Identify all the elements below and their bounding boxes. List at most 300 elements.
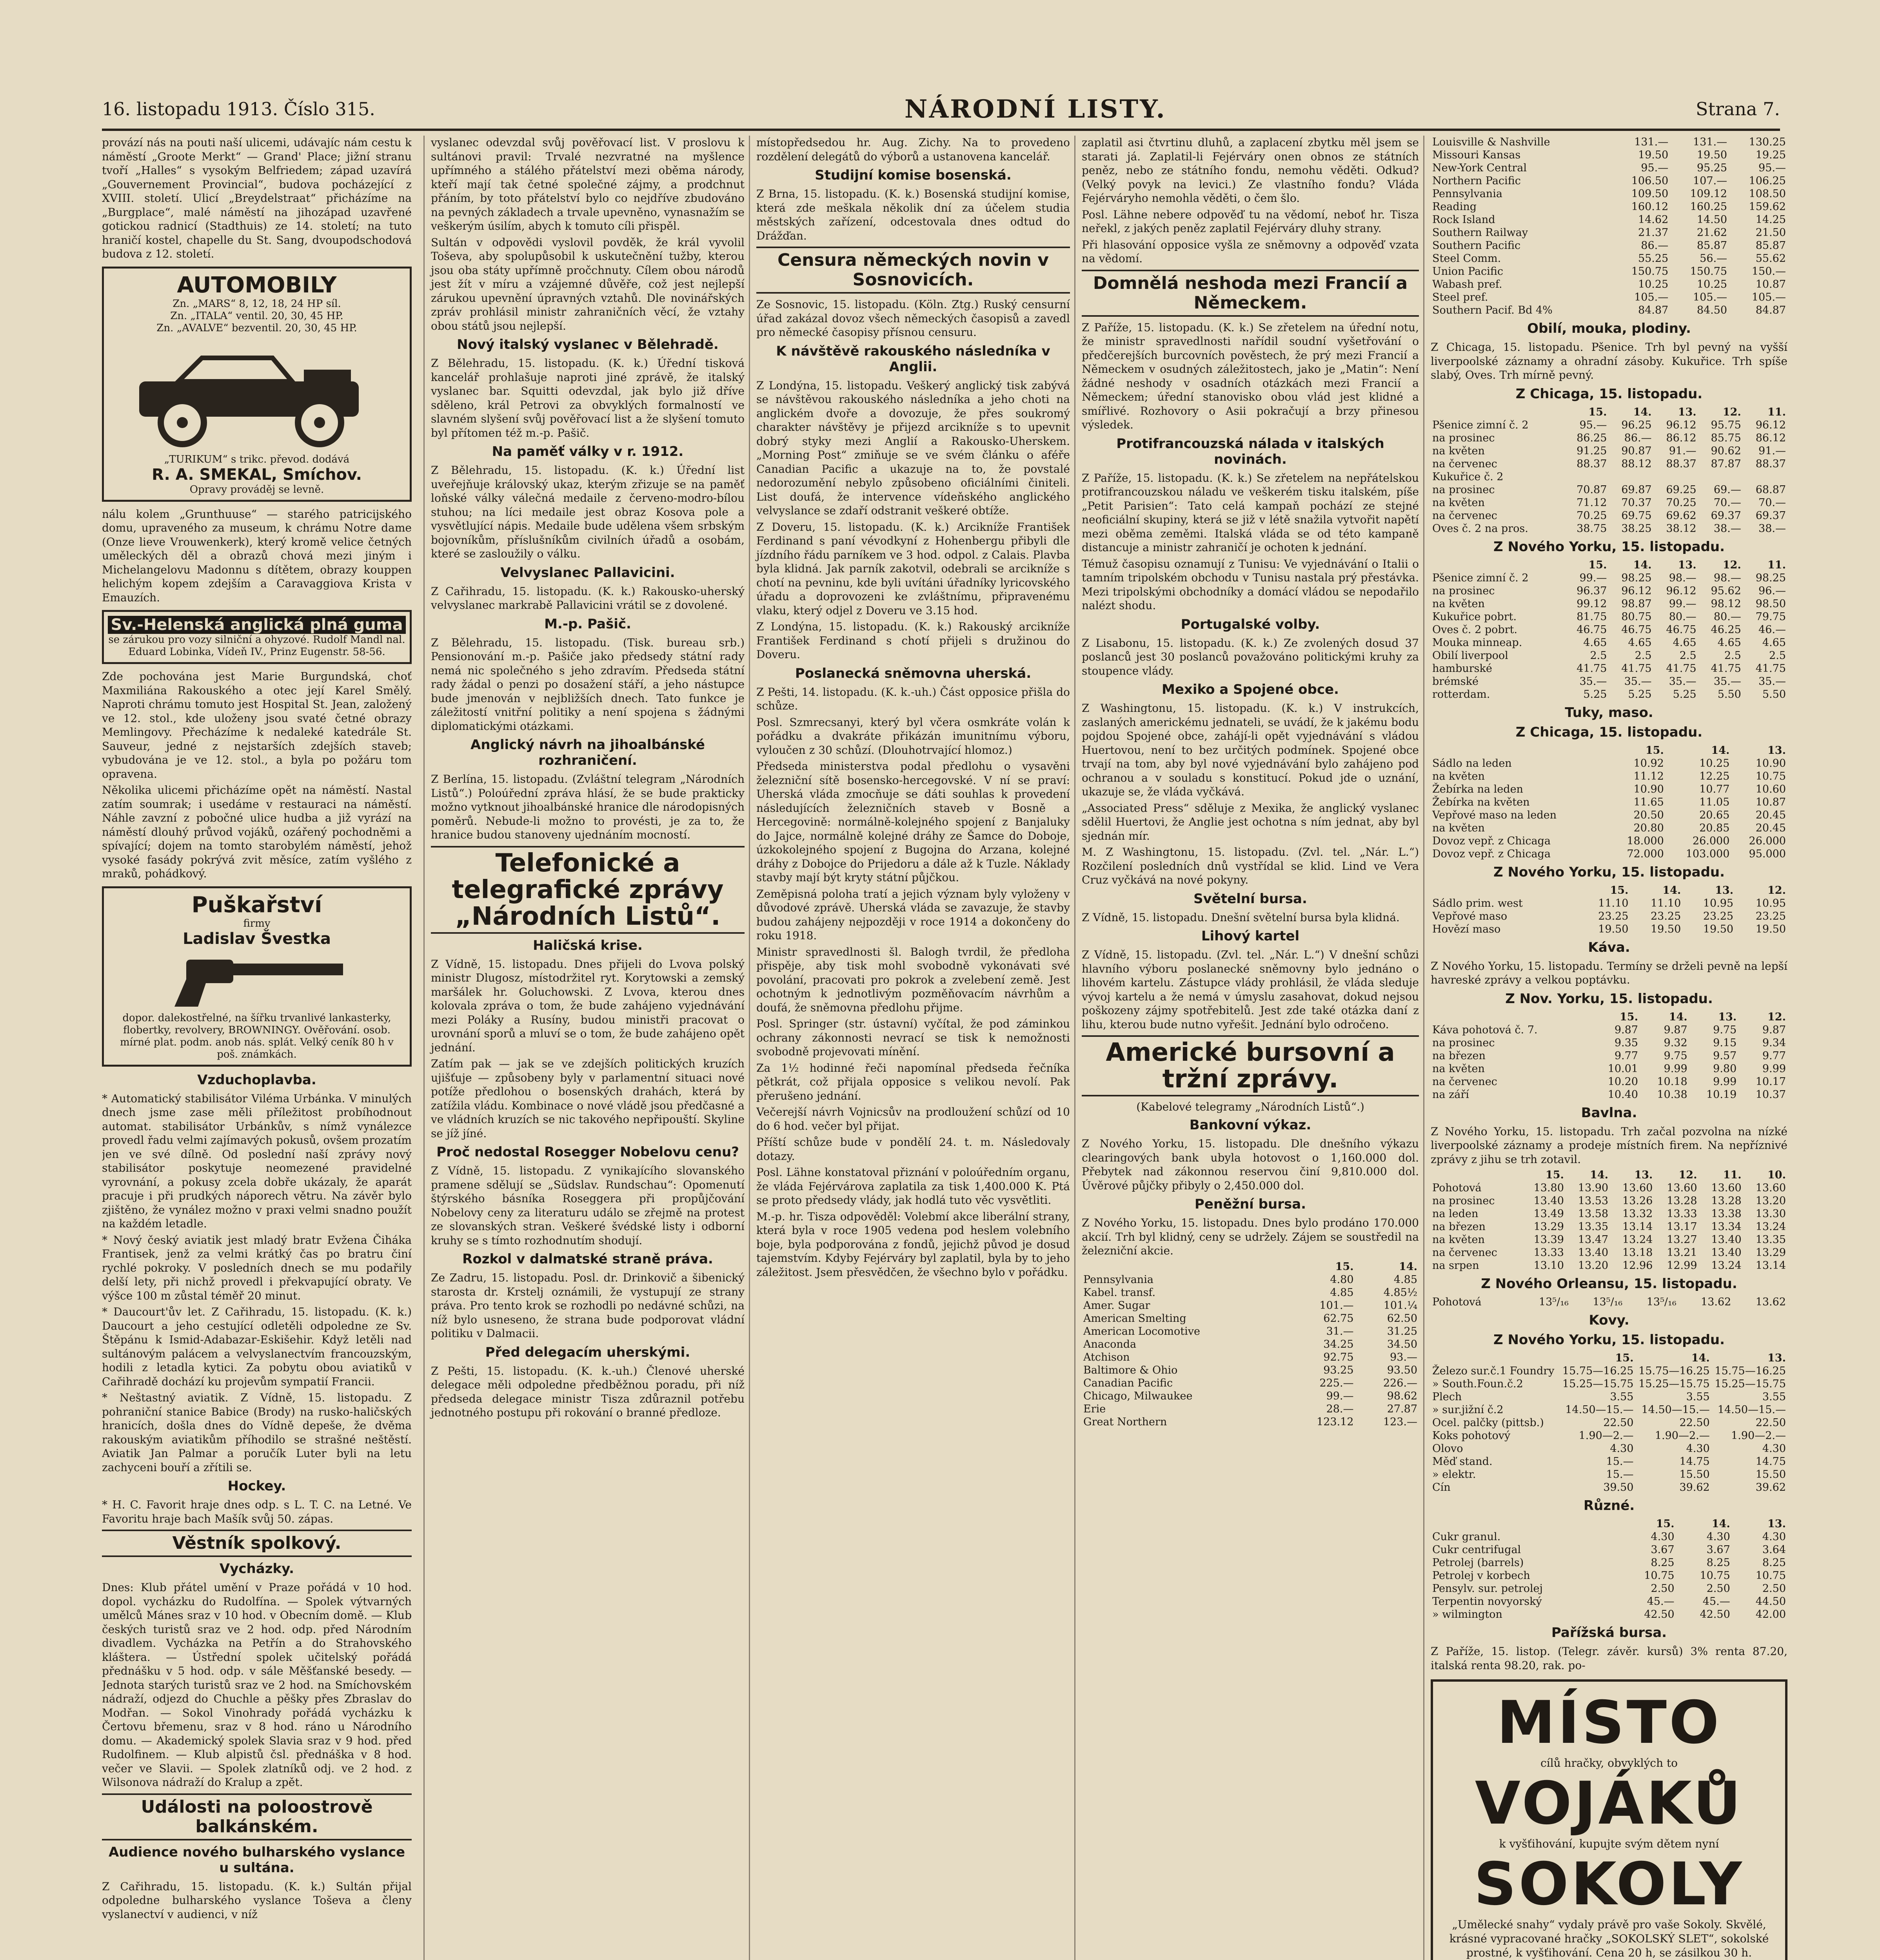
row-label: Chicago, Milwaukee	[1083, 1390, 1193, 1402]
table-row	[1431, 419, 1787, 432]
cell-value: 12.	[1722, 559, 1741, 571]
cell-value: 11.05	[1699, 796, 1730, 808]
cell-value: 13.	[1767, 744, 1786, 757]
cell-value: 15.	[1545, 1169, 1564, 1181]
cell-value: 2.5	[1724, 649, 1741, 662]
cell-value	[1743, 470, 1787, 483]
cell-value: 41.75	[1666, 662, 1697, 675]
cell-value: 9.99	[1713, 1075, 1737, 1088]
cell-value: 10.25	[1699, 757, 1730, 769]
row-label: Anaconda	[1083, 1338, 1137, 1350]
cell-value: 21.37	[1638, 227, 1669, 239]
cell-value: 14.	[1669, 1011, 1687, 1023]
cell-value: 88.12	[1621, 457, 1652, 470]
cell-value: 96.—	[1758, 584, 1786, 597]
cell-value: 13.14	[1755, 1259, 1786, 1272]
cell-value: 91.—	[1669, 445, 1697, 457]
article-heading: Studijní komise bosenská.	[815, 167, 1012, 183]
row-label: Ocel. palčky (pittsb.)	[1432, 1417, 1544, 1429]
column-1	[102, 136, 412, 1960]
article-heading: Peněžní bursa.	[1194, 1196, 1306, 1212]
cell-value: 95.62	[1711, 584, 1741, 597]
automobile-ad	[102, 267, 412, 502]
cell-value: 15.50	[1755, 1468, 1786, 1481]
article-text: M.-p. hr. Tisza odpověděl: Volebmí akce liberální strany, která byla v roce 1905 vedena pod heslem volebního boje, byla podporována z fondů, jejichž původ je dosud tajemstvím. Kdyby Fejérváry byl zaplatil, byla by to jeho záležitost. Jsem přesvědčen, že všechno bylo v pořádku.	[756, 1210, 1070, 1279]
cell-value: 10.01	[1608, 1062, 1638, 1075]
cell-value: 80.75	[1621, 610, 1652, 623]
cell-value: 9.75	[1664, 1049, 1687, 1062]
cell-value: 68.87	[1755, 483, 1786, 496]
row-label: Steel Comm.	[1432, 252, 1501, 265]
banner-subtitle: (Kabelové telegramy „Národních Listů“.)	[1136, 1100, 1364, 1113]
cell-value: 80.—	[1669, 610, 1697, 623]
article-text: místopředsedou hr. Aug. Zichy. Na to provedeno rozdělení delegátů do výborů a ustanovena kancelář.	[756, 136, 1070, 163]
article-text: * Daucourt'ův let. Z Cařihradu, 15. listopadu. (K. k.) Daucourt a jeho cestující odletěli odpoledne ze Sv. Štěpánu k Ismid-Adabazar-Eskišehir. Když letěli nad sultánovým palácem a velvyslanectvím francouzským, hodili z letadla kytici. Za pobytu obou aviatiků v Cařihradě dochází ku projevům sympatií Francii.	[102, 1305, 412, 1388]
ad-word: VOJÁKŮ	[1475, 1769, 1744, 1838]
row-label: Pensylv. sur. petrolej	[1432, 1583, 1543, 1595]
sokol-toys-ad	[1431, 1679, 1787, 1960]
row-label: Reading	[1432, 201, 1477, 213]
cell-value: 13.	[1715, 884, 1734, 897]
table-row	[1431, 649, 1787, 662]
cell-value: 2.50	[1651, 1583, 1675, 1595]
misc-table	[1431, 1517, 1787, 1621]
table-row	[1431, 1233, 1787, 1246]
cell-value: 46.—	[1758, 623, 1786, 636]
cell-value: 42.50	[1644, 1608, 1675, 1621]
article-text: Z Vídně, 15. listopadu. (Zvl. tel. „Nár. L.“) V dnešní schůzi hlavního výboru poslanecké sněmovny bylo jednáno o lihovém kartelu. Zástupce vlády prohlásil, že vláda sleduje vývoj kartelu a že nemá v úmyslu zasahovat, dokud nejsou poškozeny zájmy spotřebitelů. Jest zde také otázka daní z lihu, kterou bude nutno vyřešit. Jednání bylo odročeno.	[1082, 948, 1419, 1031]
cell-value: 84.50	[1697, 304, 1727, 316]
cell-value: 3.55	[1610, 1391, 1634, 1403]
cell-value: 9.99	[1664, 1062, 1687, 1075]
cell-value: 1.90—2.—	[1655, 1430, 1710, 1442]
cell-value: 19.50	[1697, 149, 1727, 161]
cell-value: 4.65	[1628, 636, 1652, 649]
article-heading: Proč nedostal Rosegger Nobelovu cenu?	[436, 1144, 739, 1160]
cell-value: 23.25	[1650, 910, 1681, 922]
cell-value: 10.87	[1755, 796, 1786, 808]
article-text: Z Paříže, 15. listopadu. (K. k.) Se zřetelem na úřední notu, že ministr spravedlnosti nařídil soudní vyšetřování o předčerejších burcovních pověstech, že prý mezi Francií a Německem v osudných záležitostech, jako je „Matin“: Není žádné neshody v osadních otázkách mezi Francií a Německem; úřední stanovisko obou vlád jest klidné a smířlivé. Rozhovory o Asii pokračují a brzy přinesou výsledek.	[1082, 321, 1419, 431]
article-text: Z Nového Yorku, 15. listopadu. Termíny se drželi pevně na lepší havreské zprávy a velkou poptávku.	[1431, 959, 1787, 986]
table-row	[1431, 1556, 1787, 1569]
cell-value: 10.40	[1608, 1088, 1638, 1101]
ad-title: Sv.-Helenská anglická plná guma	[108, 616, 406, 634]
cell-value: 10.90	[1633, 783, 1664, 795]
row-label: New-York Central	[1432, 162, 1527, 174]
running-head	[102, 89, 1780, 131]
ad-line: Zn. „AVALVE“ bezventil. 20, 30, 45 HP.	[156, 322, 357, 334]
cell-value: 13.	[1767, 1352, 1786, 1364]
table-row	[1431, 1543, 1787, 1556]
cell-value: 3.55	[1686, 1391, 1710, 1403]
row-label: Amer. Sugar	[1083, 1299, 1150, 1312]
cell-value: 4.30	[1686, 1443, 1710, 1455]
article-text: Posl. Lähne konstatoval přiznání v poloúředním organu, že vláda Fejérvárova zaplatila za tisk 1,400.000 K. Ptá se proto předsedy vlády, jak hodlá tuto věc vysvětliti.	[756, 1166, 1070, 1207]
section-heading: Obilí, mouka, plodiny.	[1527, 321, 1691, 336]
cell-value: 2.50	[1762, 1583, 1786, 1595]
cell-value: 13⁵/₁₆	[1646, 1296, 1677, 1308]
table-row	[1431, 757, 1787, 770]
table-row	[1431, 432, 1787, 445]
cell-value: 85.87	[1755, 240, 1786, 252]
cell-value: 11.10	[1650, 897, 1681, 909]
cell-value: 98.12	[1711, 597, 1741, 610]
cell-value: 14.	[1399, 1260, 1417, 1273]
cell-value: 10.75	[1644, 1570, 1675, 1582]
cell-value: 10.75	[1755, 1570, 1786, 1582]
cell-value: 96.12	[1666, 584, 1697, 597]
cell-value: 11.65	[1633, 796, 1664, 808]
row-label: Petrolej v korbech	[1432, 1570, 1530, 1582]
row-label: na květen	[1432, 822, 1485, 834]
cell-value: 45.—	[1702, 1595, 1730, 1608]
cell-value: 101.¼	[1383, 1299, 1417, 1312]
cell-value: 4.65	[1762, 636, 1786, 649]
cell-value: 19.50	[1650, 923, 1681, 935]
table-row	[1431, 226, 1787, 239]
cell-value: 95.000	[1749, 848, 1786, 860]
cell-value: 13.30	[1755, 1208, 1786, 1220]
cell-value: 41.75	[1755, 662, 1786, 675]
article-heading: M.-p. Pašič.	[544, 616, 631, 632]
cell-value: 160.25	[1690, 201, 1727, 213]
cell-value: 19.50	[1598, 923, 1629, 935]
table-row	[1082, 1403, 1419, 1416]
ad-title: AUTOMOBILY	[177, 272, 337, 298]
cell-value: 5.50	[1762, 688, 1786, 701]
cell-value: 13.20	[1755, 1195, 1786, 1207]
ad-brand: „TURIKUM“ s trikc. převod. dodává	[164, 453, 350, 465]
table-row	[1431, 457, 1787, 470]
article-heading: Před delegacím uherskými.	[485, 1344, 690, 1360]
row-label: Southern Pacif. Bd 4%	[1432, 304, 1553, 316]
table-row	[1431, 1194, 1787, 1207]
row-label	[1431, 1011, 1590, 1024]
table-row	[1431, 496, 1787, 509]
row-label: na prosinec	[1432, 483, 1495, 496]
cell-value: 70.25	[1666, 496, 1697, 509]
cell-value: 15.	[1645, 744, 1664, 757]
article-text: Ministr spravedlnosti šl. Balogh tvrdil, že předloha přispěje, aby tisk mohl svobodně vykonávati své povolání, pracovati pro pokrok a zvelebení země. Jest ochotným k jednotlivým pozměňovacím návrhům a doufá, že sněmovna předlohu přijme.	[756, 945, 1070, 1014]
table-row	[1431, 174, 1787, 187]
cell-value: 150.75	[1690, 265, 1727, 278]
metals-table	[1431, 1352, 1787, 1494]
cell-value: 19.25	[1755, 149, 1786, 161]
cell-value: 10.92	[1633, 757, 1664, 769]
table-row	[1431, 796, 1787, 809]
cell-value: 70.37	[1621, 496, 1652, 509]
table-row	[1431, 1429, 1787, 1442]
cell-value: 13.29	[1533, 1221, 1564, 1233]
cell-value: 21.62	[1697, 227, 1727, 239]
cell-value: 13.	[1678, 559, 1697, 571]
table-row	[1082, 1312, 1419, 1325]
table-row	[1431, 848, 1787, 860]
row-label: Dovoz vepř. z Chicaga	[1432, 848, 1551, 860]
row-label: Oves č. 2 pobrt.	[1432, 623, 1518, 636]
row-label: brémské	[1432, 675, 1479, 688]
article-text: Z Londýna, 15. listopadu. Veškerý anglický tisk zabývá se návštěvou rakouského následníka a jeho choti na anglickém dvoře a dovozuje, že přes soukromý charakter návštěvy je přijezd arcikníže s to upevnit dobrý styky mezi Anglií a Rakousko-Uherskem. „Morning Post“ zmiňuje se ve svém článku o aféře Canadian Pacific a ukazuje na to, že povstalé nedorozumění nebylo způsobeno oficiálními činiteli. List doufá, že intervence vídeňského anglického velvyslance se zdaří odstranit veškeré obtíže.	[756, 379, 1070, 517]
row-label: na srpen	[1432, 1259, 1479, 1272]
cell-value: 10.18	[1657, 1075, 1687, 1088]
table-row	[1431, 1296, 1787, 1308]
cell-value: 106.50	[1631, 175, 1669, 187]
cell-value: 23.25	[1598, 910, 1629, 922]
cell-value: 105.—	[1634, 291, 1669, 303]
cell-value: 108.50	[1749, 188, 1786, 200]
cell-value: 13.35	[1755, 1234, 1786, 1246]
cell-value: 20.65	[1699, 809, 1730, 821]
cell-value: 5.50	[1717, 688, 1741, 701]
article-text: Z Vídně, 15. listopadu. Z vynikajícího slovanského pramene sdělují se „Südslav. Rundschau“: Opomenutí štýrského básníka Roseggera při propůjčování Nobelovy ceny za literaturu událo se zřejmě na protest ze slovanských stran. Veškeré švédské listy i odborní kruhy se s tímto rozhodnutím shodují.	[431, 1164, 745, 1247]
cell-value: 13.33	[1667, 1208, 1697, 1220]
cell-value: 4.85	[1393, 1273, 1417, 1286]
cell-value: 8.25	[1762, 1557, 1786, 1569]
cell-value: 4.30	[1651, 1531, 1675, 1543]
article-heading: Domnělá neshoda mezi Francií a Německem.	[1082, 270, 1419, 317]
cell-value: 92.75	[1323, 1351, 1354, 1363]
table-row	[1431, 1481, 1787, 1494]
article-text: Příští schůze bude v pondělí 24. t. m. Následovaly dotazy.	[756, 1136, 1070, 1163]
article-heading: Poslanecká sněmovna uherská.	[795, 665, 1032, 681]
cell-value: 11.	[1723, 1169, 1742, 1181]
cell-value	[1698, 470, 1743, 483]
article-heading: Nový italský vyslanec v Bělehradě.	[457, 337, 719, 352]
ad-line: Zn. „MARS“ 8, 12, 18, 24 HP síl.	[173, 298, 341, 310]
cell-value: 15.—	[1606, 1455, 1634, 1468]
cell-value: 13.14	[1622, 1221, 1653, 1233]
cell-value: 88.37	[1755, 457, 1786, 470]
section-heading: Bavlna.	[1581, 1105, 1637, 1121]
row-label: Pšenice zimní č. 2	[1432, 572, 1529, 584]
gunsmith-ad	[102, 886, 412, 1067]
article-text: Zatím pak — jak se ve zdejších politických kruzích ujišťuje — způsobeny byly v parlamentní situaci nové potíže předlohou o bosenských drahách, která by zatížila vládu. Kombinace o nové vládě jsou předčasné a ve vládních kruzích se nic takového nepřipouští. Skyline se jíž jíné.	[431, 1057, 745, 1140]
cell-value: 14.25	[1755, 214, 1786, 226]
row-label: na květen	[1432, 1062, 1485, 1075]
section-heading: Vzduchoplavba.	[197, 1072, 316, 1088]
article-text: Posl. Szmrecsanyi, který byl včera osmkráte volán k pořádku a dvakráte přikázán imunitnímu výboru, vyloučen z 30 schůzí. (Dlouhotrvající hlomoz.)	[756, 715, 1070, 757]
cell-value: 88.37	[1577, 457, 1607, 470]
row-label: na květen	[1432, 445, 1485, 457]
cell-value: 14.50—15.—	[1565, 1404, 1634, 1416]
masthead-title: NÁRODNÍ LISTY.	[905, 94, 1166, 124]
cell-value: 15.25—15.75	[1715, 1378, 1786, 1390]
table-row	[1431, 239, 1787, 252]
row-label: Koks pohotový	[1432, 1430, 1511, 1442]
stock-table	[1082, 1260, 1419, 1428]
cell-value: 55.62	[1755, 252, 1786, 265]
row-label: Žebírka na květen	[1432, 796, 1530, 808]
article-heading: Mexiko a Spojené obce.	[1162, 682, 1339, 697]
row-label: na květen	[1432, 496, 1485, 509]
article-text: Z Brna, 15. listopadu. (K. k.) Bosenská studijní komise, která zde meškala několik dní za účelem studia městských zařízení, odcestovala dnes odtud do Drážďan.	[756, 187, 1070, 242]
row-label: Union Pacific	[1432, 265, 1503, 278]
row-label: Pšenice zimní č. 2	[1432, 419, 1529, 431]
cell-value: 10.19	[1706, 1088, 1737, 1101]
article-text: Z Paříže, 15. listopadu. (K. k.) Se zřetelem na nepřátelskou protifrancouzskou náladu ve veškerém tisku italském, píše „Petit Parisien“: Tato celá kampaň pochází ze stejné neoficiální skupiny, která se již v létě snažila vytvořit napětí mezi oběma zeměmi. Italská vláda se od této kampaně distancuje a ministr zahraničí je ochoten k jednání.	[1082, 471, 1419, 554]
cell-value: 90.87	[1621, 445, 1652, 457]
article-text: Z Vídně, 15. listopadu. Dnešní světelní bursa byla klidná.	[1082, 911, 1400, 924]
article-text: Z Washingtonu, 15. listopadu. (K. k.) V instrukcích, zaslaných americkému jednateli, se uvádí, že k jakému bodu pojdou Spojené obce, zahájí-li opět vyjednávání s vládou Huertovou, není to bez určitých podmínek. Spojené obce trvají na tom, aby byl nové vyjednávání bylo zahájeno pod ochranou a v souladu s konstitucí. Pokud jde o uznání, ukazuje se, že vláda vyčkává.	[1082, 702, 1419, 798]
cell-value: 99.—	[1669, 597, 1697, 610]
cell-value: 31.—	[1326, 1325, 1354, 1338]
cell-value: 84.87	[1755, 304, 1786, 316]
row-label: Měď stand.	[1432, 1455, 1493, 1468]
cell-value: 22.50	[1755, 1417, 1786, 1429]
row-label: Southern Railway	[1432, 227, 1528, 239]
ad-firm-label: firmy	[243, 917, 271, 929]
table-title: Z Nového Yorku, 15. listopadu.	[1493, 1332, 1725, 1348]
cell-value: 80.—	[1713, 610, 1741, 623]
cell-value: 13.	[1718, 1011, 1737, 1023]
table-row	[1431, 584, 1787, 597]
cell-value: 15.	[1588, 406, 1607, 418]
table-row	[1431, 923, 1787, 936]
cell-value: 9.99	[1762, 1062, 1786, 1075]
row-label: Vepřové maso	[1432, 910, 1508, 922]
cell-value: 19.50	[1755, 923, 1786, 935]
section-heading: Tuky, maso.	[1565, 704, 1653, 720]
row-label	[1431, 1169, 1521, 1181]
row-label: » wilmington	[1432, 1608, 1502, 1621]
cell-value: 109.50	[1631, 188, 1669, 200]
cell-value: 9.87	[1614, 1024, 1638, 1036]
table-row	[1082, 1325, 1419, 1338]
table-row	[1431, 213, 1787, 226]
row-label: » sur.jižní č.2	[1432, 1404, 1504, 1416]
article-text: Z Bělehradu, 15. listopadu. (K. k.) Úřední list uveřejňuje královský ukaz, kterým zřizuje se na paměť loňské války válečná medaile z červeno-modro-bílou stuhou; na líci medaile jest obraz Kosova pole a vysvětlující nápis. Medaile bude udělena všem srbským bojovníkům, příslušníkům civilních úřadů a osobám, které se zasloužily o válku.	[431, 464, 745, 560]
cell-value: 10.17	[1755, 1075, 1786, 1088]
cell-value: 35.—	[1579, 675, 1607, 688]
cell-value: 56.—	[1700, 252, 1727, 265]
row-label: Missouri Kansas	[1432, 149, 1521, 161]
cell-value: 93.50	[1387, 1364, 1417, 1376]
table-row	[1431, 1377, 1787, 1390]
cell-value: 13.18	[1622, 1247, 1653, 1259]
cell-value: 70.25	[1577, 509, 1607, 522]
cell-value: 99.—	[1579, 572, 1607, 584]
cell-value: 10.25	[1697, 278, 1727, 290]
table-row	[1431, 662, 1787, 675]
cell-value: 105.—	[1751, 291, 1786, 303]
cell-value: 13.60	[1622, 1182, 1653, 1194]
columns	[102, 136, 1787, 1960]
cell-value: 12.25	[1699, 770, 1730, 782]
meat-table	[1431, 884, 1787, 936]
table-row	[1431, 1181, 1787, 1194]
row-label: Kabel. transf.	[1083, 1286, 1156, 1299]
ad-text: dopor. dalekostřelné, na šířku trvanlivé lankasterky, flobertky, revolvery, BROWNINGY. Ověřování. osob. mírné plat. podm. anob nás. splát. Velký ceník 80 h v poš. známkách.	[120, 1012, 394, 1060]
cell-value: 10.38	[1657, 1088, 1687, 1101]
table-row	[1431, 1259, 1787, 1272]
cell-value: 38.—	[1713, 522, 1741, 535]
cell-value: 11.10	[1598, 897, 1629, 909]
cell-value: 12.	[1767, 884, 1786, 897]
cell-value: 13.20	[1578, 1259, 1609, 1272]
article-heading: Protifrancouzská nálada v italských novinách.	[1116, 436, 1384, 467]
row-label: Obilí liverpool	[1432, 649, 1508, 662]
cell-value: 10.95	[1755, 897, 1786, 909]
article-text: Z Doveru, 15. listopadu. (K. k.) Arcikníže František Ferdinand s paní vévodkyní z Hohenbergu přibyli dle jízdního řádu parníkem ve 3 hod. odpol. z Calais. Plavba byla klidná. Jak parník zakotvil, odebrali se arcikníže s chotí na pevninu, kde byli uvítáni úřadníky lyricovského úřadu a doprovozeni ke zvláštnímu, připravenému vlaku, který odjel z Doveru ve 3.15 hod.	[756, 520, 1070, 617]
row-label: na březen	[1432, 1221, 1486, 1233]
row-label: Great Northern	[1083, 1416, 1167, 1428]
row-label: na leden	[1432, 1208, 1479, 1220]
cell-value: 4.85½	[1383, 1286, 1417, 1299]
cell-value: 4.80	[1330, 1273, 1354, 1286]
article-text: * Neštastný aviatik. Z Vídně, 15. listopadu. Z pohraniční stanice Babice (Brody) na rusko-haličských hranicích, došla dnes do Vídně depeše, že dvěma rakouským aviatikům příhodilo se strašné neštěstí. Aviatik Jan Palmar a poručík Luter byli na letu zachyceni bouří a zřítili se.	[102, 1391, 412, 1474]
article-text: * Automatický stabilisátor Viléma Urbánka. V minulých dnech jsme zase měli příležitost probíhodnout automat. stabilisátor Urbánkův, s nímž vynálezce provedl řadu velmi zajímavých pokusů, ovšem prozatím jen ve své dílně. Od poslední naší zprávy nový stabilisátor poskytuje neomezené pravidelné vyrovnání, a pokusy zcela dobře ukázaly, že aparát pracuje i při prudkých náporech větru. Na závěr bylo zjištěno, že vynález možno v praxi velmi snadno použít na každém letadle.	[102, 1092, 412, 1230]
table-title: Z Nov. Yorku, 15. listopadu.	[1505, 991, 1713, 1007]
table-row	[1431, 252, 1787, 265]
cell-value: 41.75	[1577, 662, 1607, 675]
cell-value: 13.26	[1622, 1195, 1653, 1207]
cell-value: 23.25	[1755, 910, 1786, 922]
article-heading: Anglický návrh na jihoalbánské rozhraničení.	[470, 737, 705, 768]
cell-value: 45.—	[1647, 1595, 1675, 1608]
cell-value: 39.62	[1755, 1481, 1786, 1494]
row-label: Canadian Pacific	[1083, 1377, 1173, 1389]
row-label: Erie	[1083, 1403, 1106, 1415]
cell-value: 69.37	[1755, 509, 1786, 522]
cell-value: 99.—	[1326, 1390, 1354, 1402]
cell-value: 150.—	[1751, 265, 1786, 278]
row-label: Northern Pacific	[1432, 175, 1521, 187]
grain-table	[1431, 559, 1787, 701]
article-heading: Světelní bursa.	[1193, 891, 1307, 907]
row-label: na březen	[1432, 1049, 1486, 1062]
article-text: Ze Sosnovic, 15. listopadu. (Köln. Ztg.) Ruský censurní úřad zakázal dovoz všech německých časopisů a zavedl pro německé časopisy přísnou censuru.	[756, 298, 1070, 339]
cell-value: 84.87	[1638, 304, 1669, 316]
cell-value: 13.24	[1622, 1234, 1653, 1246]
cell-value: 21.50	[1755, 227, 1786, 239]
table-row	[1431, 291, 1787, 304]
american-markets-banner: Americké bursovní a tržní zprávy.	[1082, 1035, 1419, 1096]
row-label: Kukuřice č. 2	[1432, 470, 1504, 483]
cell-value: 13.47	[1578, 1234, 1609, 1246]
cell-value: 14.	[1590, 1169, 1609, 1181]
table-row	[1431, 1220, 1787, 1233]
article-text: * Nový český aviatik jest mladý bratr Evžena Čiháka Frantisek, jenž za velmi krátký čas po bratru činí rychlé pokroky. V posledních dnech se mu podařily delší lety, při nichž provedl i překvapující obraty. Ve výšce 100 m zůstal téměř 20 minut.	[102, 1233, 412, 1302]
section-heading: Pařížská bursa.	[1551, 1625, 1667, 1641]
cell-value	[1608, 470, 1653, 483]
cell-value: 93.25	[1323, 1364, 1354, 1376]
row-label: na květen	[1432, 770, 1485, 782]
cell-value: 14.75	[1679, 1455, 1710, 1468]
cell-value: 3.67	[1651, 1544, 1675, 1556]
cell-value: 15.75—16.25	[1638, 1365, 1710, 1377]
row-label: na prosinec	[1432, 584, 1495, 597]
table-row	[1431, 1390, 1787, 1403]
table-row	[1082, 1364, 1419, 1377]
cell-value: 98.87	[1621, 597, 1652, 610]
article-text: Z Cařihradu, 15. listopadu. (K. k.) Rakousko-uherský velvyslanec markrabě Pallavicini vrátil se z dovolené.	[431, 584, 745, 612]
telegraph-section-banner: Telefonické a telegrafické zprávy „Národních Listů“.	[431, 846, 745, 934]
cell-value: 10.77	[1699, 783, 1730, 795]
cell-value: 10.75	[1700, 1570, 1730, 1582]
article-text: Sultán v odpovědi vyslovil povděk, že král vyvolil Toševa, aby spolupůsobil k uskutečnění tužby, kterou jsou oba státy upřímně pročchnuty. Cílem obou národů jest žít v míru a vzájemné důvěře, což jest nejlepší zárukou upevnění úpravných vztahů. Dle novinářských zpráv prohlásil ministr zahraničních věcí, že vztahy obou států jsou nejlepší.	[431, 236, 745, 332]
row-label: Pohotová	[1432, 1296, 1482, 1308]
cell-value: 9.75	[1713, 1024, 1737, 1036]
cell-value: 3.64	[1762, 1544, 1786, 1556]
table-header-row	[1431, 744, 1787, 757]
cell-value: 5.25	[1673, 688, 1697, 701]
cell-value: 35.—	[1758, 675, 1786, 688]
cell-value	[1653, 470, 1698, 483]
cell-value: 79.75	[1755, 610, 1786, 623]
cell-value: 85.75	[1711, 432, 1741, 444]
row-label: rotterdam.	[1432, 688, 1490, 701]
cell-value: 88.37	[1666, 457, 1697, 470]
